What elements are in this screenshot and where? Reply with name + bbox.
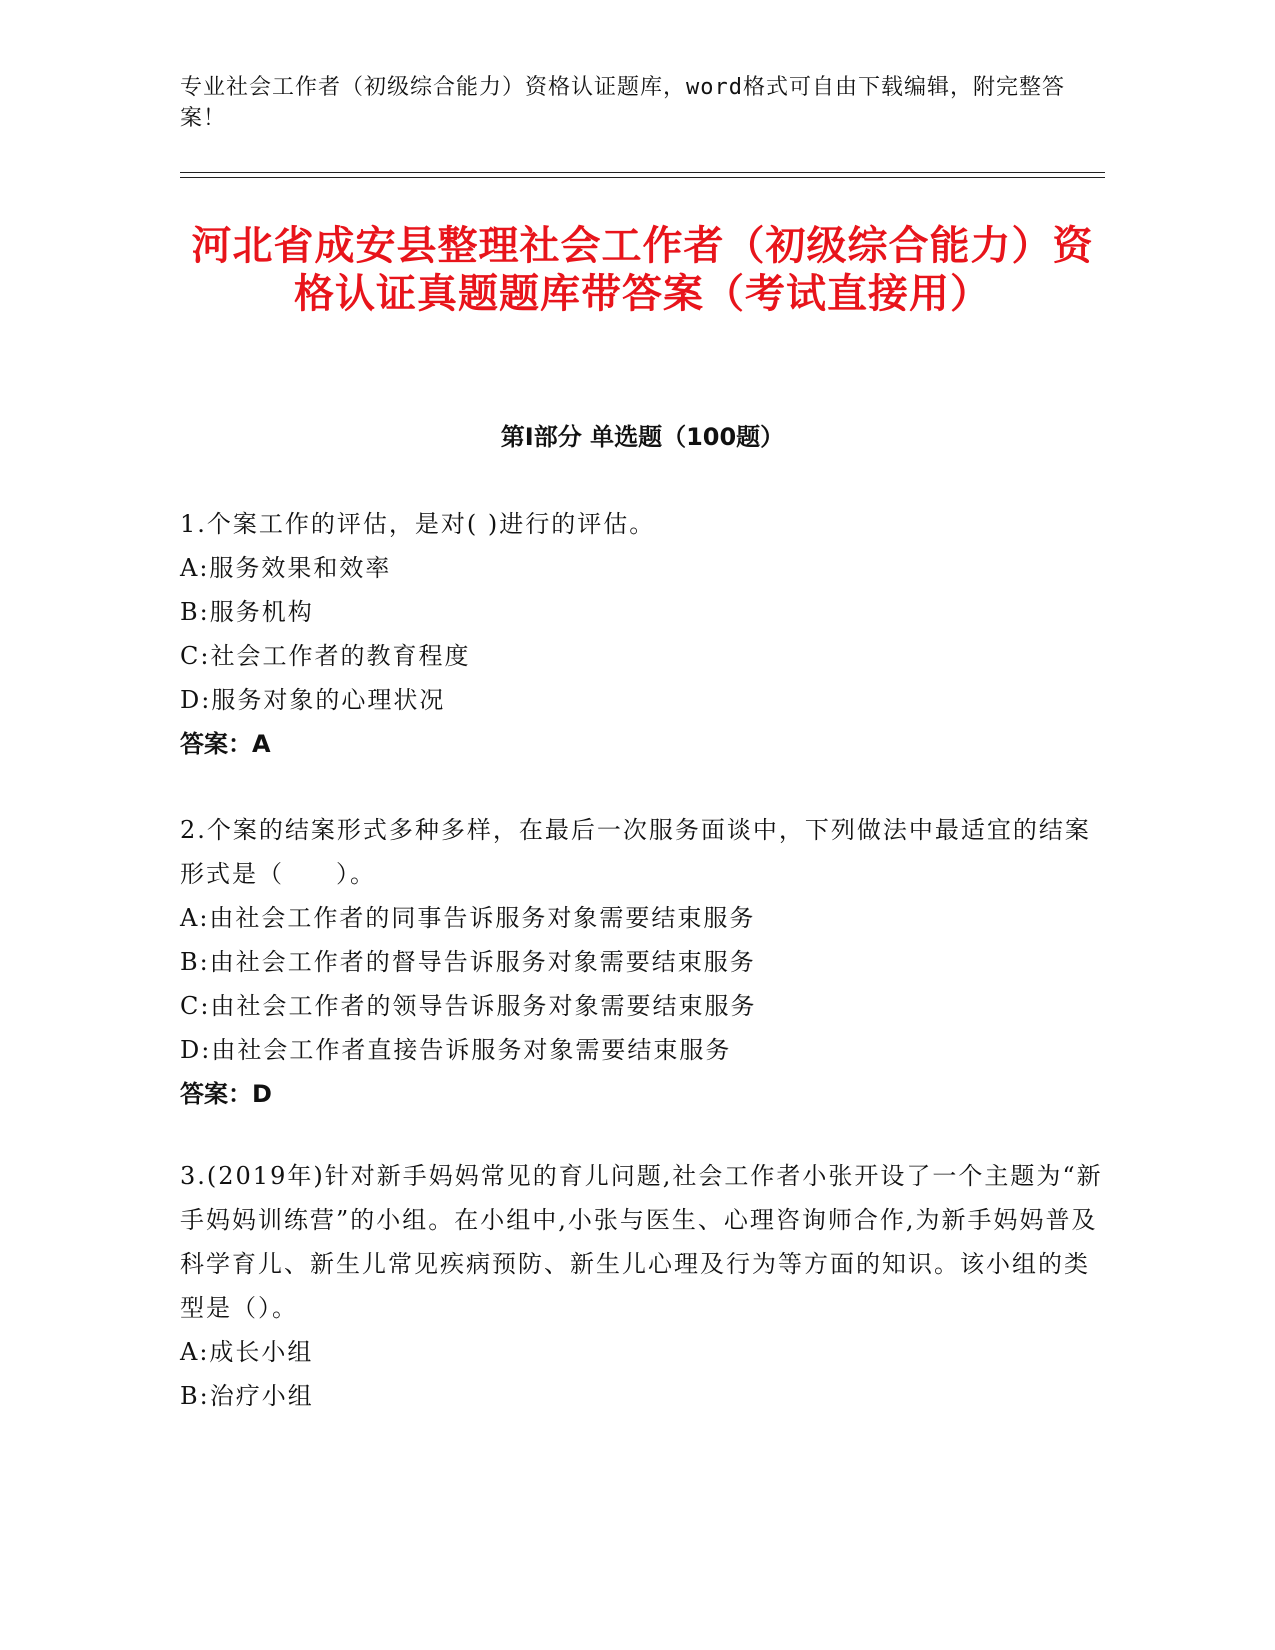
question-stem: 2.个案的结案形式多种多样，在最后一次服务面谈中，下列做法中最适宜的结案形式是（ ）。 [180, 816, 1091, 888]
option-d: D:服务对象的心理状况 [180, 686, 446, 714]
option-a: A:由社会工作者的同事告诉服务对象需要结束服务 [180, 904, 756, 932]
header-rule-bottom [180, 177, 1105, 178]
question-2 [180, 808, 1105, 1116]
option-a: A:成长小组 [180, 1338, 314, 1366]
option-a: A:服务效果和效率 [180, 554, 392, 582]
option-b: B:治疗小组 [180, 1382, 314, 1410]
answer: 答案：A [180, 730, 271, 758]
section-heading: 第Ⅰ部分 单选题（100题） [500, 423, 785, 451]
document-title: 河北省成安县整理社会工作者（初级综合能力）资格认证真题题库带答案（考试直接用） [191, 223, 1094, 317]
header-rule-top [180, 172, 1105, 173]
question-stem: 1.个案工作的评估，是对( )进行的评估。 [180, 510, 656, 538]
question-stem: 3.(2019年)针对新手妈妈常见的育儿问题,社会工作者小张开设了一个主题为“新手妈妈训练营”的小组。在小组中,小张与医生、心理咨询师合作,为新手妈妈普及科学育儿、新生儿常见疾病预防、新生儿心理及行为等方面的知识。该小组的类型是（）。 [180, 1162, 1103, 1322]
option-c: C:由社会工作者的领导告诉服务对象需要结束服务 [180, 992, 757, 1020]
question-3 [180, 1154, 1105, 1418]
option-b: B:由社会工作者的督导告诉服务对象需要结束服务 [180, 948, 756, 976]
option-c: C:社会工作者的教育程度 [180, 642, 471, 670]
option-b: B:服务机构 [180, 598, 314, 626]
answer: 答案：D [180, 1080, 272, 1108]
header-note: 专业社会工作者（初级综合能力）资格认证题库，word格式可自由下载编辑，附完整答案！ [180, 75, 1065, 131]
option-d: D:由社会工作者直接告诉服务对象需要结束服务 [180, 1036, 732, 1064]
question-1 [180, 502, 1105, 766]
